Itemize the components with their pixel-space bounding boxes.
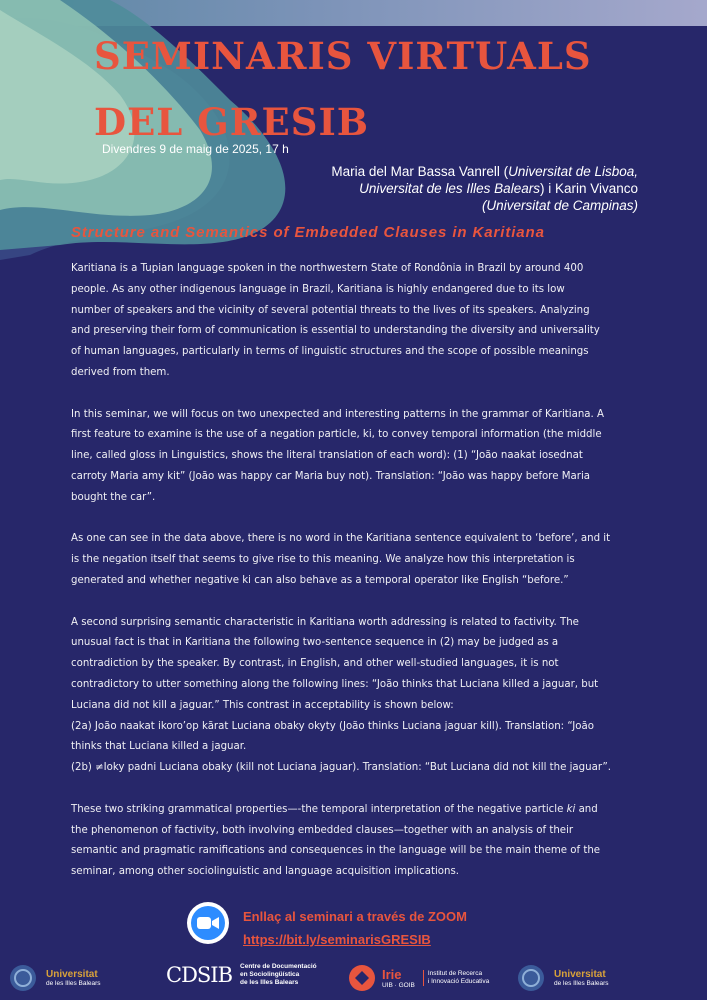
text-line: generated and whether negative ki can also behave as a temporal operator like English “before.” xyxy=(71,574,569,586)
text-line: bought the car”. xyxy=(71,491,156,503)
text-line xyxy=(71,800,637,821)
irie-logo xyxy=(346,963,489,993)
text-line: semantic and pragmatic ramifications and consequences in the language will be the main theme of the xyxy=(71,845,601,857)
text-line: As one can see in the data above, there is no word in the Karitiana sentence equivalent to ‘before’, and it xyxy=(71,533,611,545)
text-line: is the negation itself that seems to give rise to this meaning. We analyze how this interpretation is xyxy=(71,554,575,566)
text-line: of human languages, particularly in terms of linguistic structures and the scope of possible meanings xyxy=(71,346,589,358)
text-line: Karitiana is a Tupian language spoken in the northwestern State of Rondônia in Brazil by around 400 xyxy=(71,263,584,274)
paragraph-4 xyxy=(71,613,637,779)
paragraph-3 xyxy=(71,529,637,591)
text-line: Luciana did not kill a jaguar.” This contrast in acceptability is shown below: xyxy=(71,699,454,711)
text-line: first feature to examine is the use of a negation particle, ki, to convey temporal information (the middle xyxy=(71,429,602,441)
text-line: thinks that Luciana killed a jaguar. xyxy=(71,741,247,753)
text-line: people. As any other indigenous language in Brazil, Karitiana is highly endangered due to its low xyxy=(71,283,565,295)
text-line: and preserving their form of communication is essential to understanding the diversity and universality xyxy=(71,325,600,337)
text-line: contradictory to utter something along the following lines: “João thinks that Luciana killed a jaguar, but xyxy=(71,678,599,690)
affiliation-3: (Universitat de Campinas) xyxy=(481,198,638,213)
zoom-camera-icon xyxy=(191,906,225,940)
cdsib-line: Centre de Documentació xyxy=(240,963,317,970)
footer-logos xyxy=(0,955,707,1000)
text-line: A second surprising semantic characteristic in Karitiana worth addressing is related to factivity. The xyxy=(71,616,579,628)
uib-logo-right xyxy=(514,963,657,993)
text-line: the phenomenon of factivity, both involving embedded clauses—together with an analysis of their xyxy=(71,824,574,836)
zoom-logo[interactable] xyxy=(187,902,229,944)
irie-emblem-icon xyxy=(346,963,378,993)
cdsib-logo xyxy=(166,963,317,987)
text-segment: and xyxy=(575,803,598,815)
uib-sub: de les Illes Balears xyxy=(554,979,609,987)
emphasis-ki: ki xyxy=(566,803,576,815)
text-line: seminar, among other sociolinguistic and language acquisition implications. xyxy=(71,866,460,878)
text-line: In this seminar, we will focus on two unexpected and interesting patterns in the grammar of Karitiana. A xyxy=(71,408,604,420)
affiliation-2: Universitat de les Illes Balears xyxy=(359,181,540,196)
zoom-info xyxy=(243,905,467,951)
zoom-link[interactable]: https://bit.ly/seminarisGRESIB xyxy=(243,932,431,947)
faded-text xyxy=(617,974,657,982)
text-line: number of speakers and the vicinity of several potential threats to the lives of its speakers. Analyzing xyxy=(71,304,590,316)
affiliation-1: Universitat de Lisboa, xyxy=(508,164,638,179)
text-line: line, called gloss in Linguistics, shows the literal translation of each word): (1) “João naakat iosednat xyxy=(71,450,583,462)
cdsib-line: en Sociolingüística xyxy=(240,971,300,978)
text-line: contradiction by the speaker. By contrast, in English, and other well-studied languages, it is not xyxy=(71,658,559,670)
irie-text xyxy=(423,970,489,986)
speaker-mid: ) i Karin Vivanco xyxy=(539,181,638,196)
irie-line: i Innovació Educativa xyxy=(427,978,490,985)
text-line: (2b) ≠Ioky padni Luciana obaky (kill not Luciana jaguar). Translation: “But Luciana did not kill the jaguar”. xyxy=(71,762,611,774)
uib-sub: de les Illes Balears xyxy=(46,979,101,987)
text-line: carroty Maria amy kit” (João was happy car Maria buy not). Translation: “João was happy before Maria xyxy=(71,470,591,482)
irie-sub: UIB · GOIB xyxy=(382,981,415,989)
seminar-subtitle: Structure and Semantics of Embedded Clauses in Karitiana xyxy=(71,224,545,241)
event-date: Divendres 9 de maig de 2025, 17 h xyxy=(102,142,289,156)
speakers xyxy=(218,163,638,214)
cdsib-line: de les Illes Balears xyxy=(240,979,299,986)
faded-text xyxy=(111,974,161,982)
text-segment: These two striking grammatical properties—-the temporal interpretation of the negative particle xyxy=(71,803,567,815)
speaker-prefix: Maria del Mar Bassa Vanrell ( xyxy=(331,164,509,179)
uib-name: Universitat xyxy=(46,968,98,980)
cdsib-wordmark: CDSIB xyxy=(166,963,233,987)
text-line: unusual fact is that in Karitiana the following two-sentence sequence in (2) may be judged as a xyxy=(71,637,559,649)
text-line: derived from them. xyxy=(71,366,170,378)
irie-line: Institut de Recerca xyxy=(427,970,483,977)
title-line-1: SEMINARIS VIRTUALS xyxy=(94,34,592,78)
irie-name: Irie xyxy=(382,966,402,982)
uib-logo-left xyxy=(6,963,161,993)
paragraph-1 xyxy=(71,259,637,384)
zoom-label: Enllaç al seminari a través de ZOOM xyxy=(243,909,467,924)
paragraph-5 xyxy=(71,800,637,883)
cdsib-text xyxy=(240,963,317,987)
uib-name: Universitat xyxy=(554,968,606,980)
uib-emblem-icon xyxy=(514,963,548,993)
paragraph-2 xyxy=(71,405,637,509)
uib-emblem-icon xyxy=(6,963,40,993)
title-line-2: DEL GRESIB xyxy=(94,100,370,144)
text-line: (2a) João naakat ikoro’op kãrat Luciana obaky okyty (João thinks Luciana jaguar kill). Translation: “João xyxy=(71,720,595,732)
seminar-description xyxy=(71,259,637,904)
